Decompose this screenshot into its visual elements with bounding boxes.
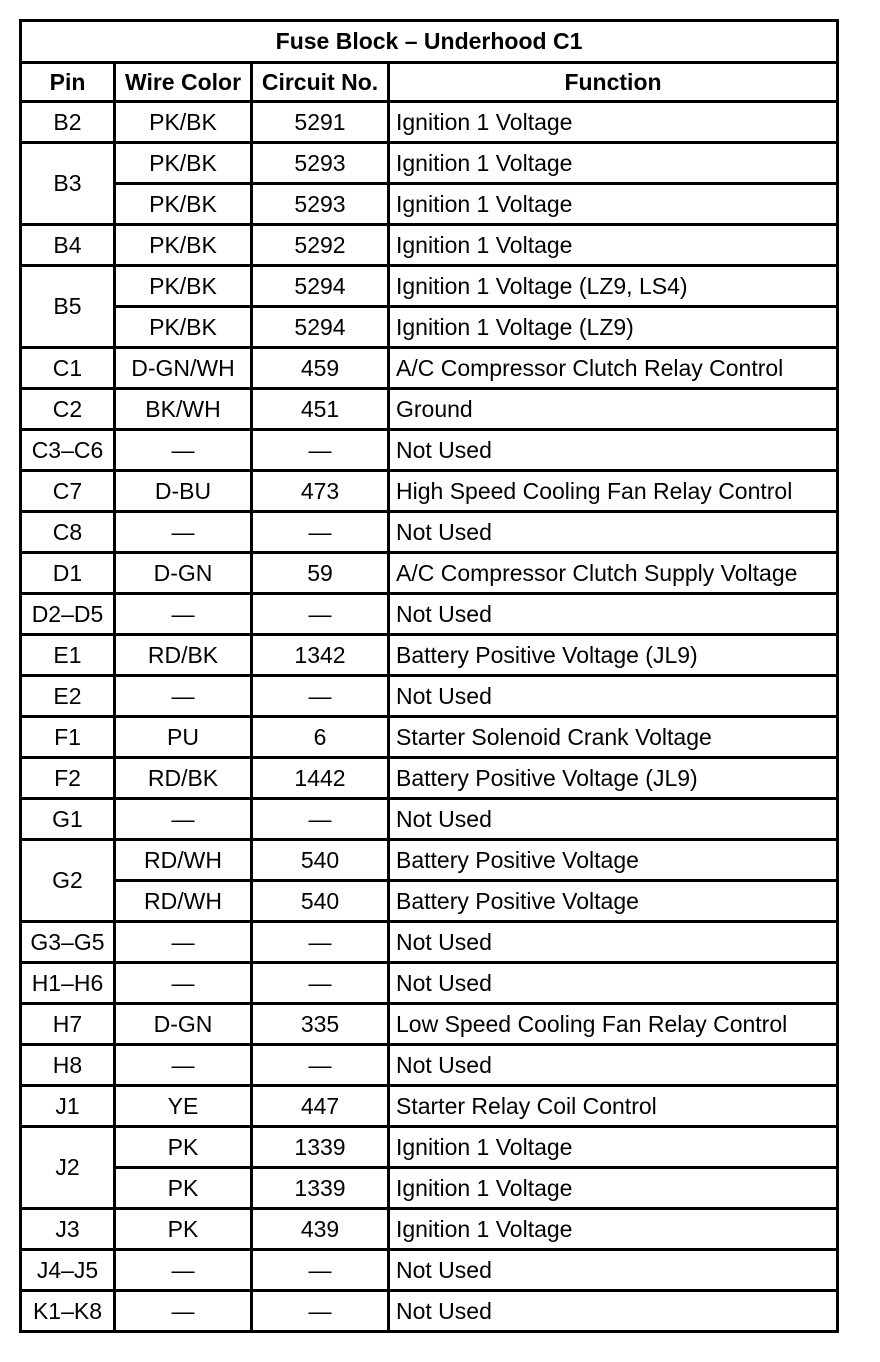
wire-color-cell: RD/BK xyxy=(116,636,253,677)
wire-color-cell: — xyxy=(116,964,253,1005)
table-row xyxy=(22,882,836,923)
table-row xyxy=(22,554,836,595)
wire-color-cell: RD/WH xyxy=(116,882,253,923)
wire-color-cell: — xyxy=(116,1251,253,1292)
table-row xyxy=(22,226,836,267)
circuit-number-cell: 439 xyxy=(253,1210,390,1251)
circuit-number-cell: 6 xyxy=(253,718,390,759)
table-row xyxy=(22,267,836,308)
table-row xyxy=(22,431,836,472)
function-cell: Ignition 1 Voltage xyxy=(390,144,836,185)
pin-cell: K1–K8 xyxy=(22,1292,116,1330)
function-cell: High Speed Cooling Fan Relay Control xyxy=(390,472,836,513)
wire-color-cell: PK/BK xyxy=(116,308,253,349)
table-row xyxy=(22,308,836,349)
table-row xyxy=(22,390,836,431)
circuit-number-cell: — xyxy=(253,1046,390,1087)
wire-color-cell: PK/BK xyxy=(116,185,253,226)
circuit-number-cell: 5291 xyxy=(253,103,390,144)
function-cell: Ignition 1 Voltage xyxy=(390,185,836,226)
table-row xyxy=(22,103,836,144)
function-cell: Not Used xyxy=(390,677,836,718)
wire-color-cell: D-GN xyxy=(116,554,253,595)
pin-cell: C3–C6 xyxy=(22,431,116,472)
table-row xyxy=(22,964,836,1005)
table-row xyxy=(22,636,836,677)
table-row xyxy=(22,513,836,554)
circuit-number-cell: 451 xyxy=(253,390,390,431)
circuit-number-cell: — xyxy=(253,800,390,841)
function-cell: Not Used xyxy=(390,800,836,841)
pin-cell: H1–H6 xyxy=(22,964,116,1005)
header-pin: Pin xyxy=(22,64,116,103)
function-cell: Not Used xyxy=(390,1251,836,1292)
pin-cell: J3 xyxy=(22,1210,116,1251)
table-row xyxy=(22,185,836,226)
wire-color-cell: PK/BK xyxy=(116,267,253,308)
circuit-number-cell: — xyxy=(253,1292,390,1330)
function-cell: Ignition 1 Voltage xyxy=(390,1169,836,1210)
circuit-number-cell: — xyxy=(253,595,390,636)
wire-color-cell: D-BU xyxy=(116,472,253,513)
function-cell: Not Used xyxy=(390,595,836,636)
wire-color-cell: PK/BK xyxy=(116,144,253,185)
wire-color-cell: — xyxy=(116,1292,253,1330)
table-row xyxy=(22,718,836,759)
function-cell: Ignition 1 Voltage (LZ9, LS4) xyxy=(390,267,836,308)
pin-cell: J4–J5 xyxy=(22,1251,116,1292)
circuit-number-cell: 1342 xyxy=(253,636,390,677)
table-title: Fuse Block – Underhood C1 xyxy=(22,22,836,64)
wire-color-cell: BK/WH xyxy=(116,390,253,431)
function-cell: Not Used xyxy=(390,1046,836,1087)
circuit-number-cell: — xyxy=(253,431,390,472)
header-row xyxy=(22,64,836,103)
wire-color-cell: PU xyxy=(116,718,253,759)
pin-cell: C2 xyxy=(22,390,116,431)
table-row xyxy=(22,1210,836,1251)
wire-color-cell: — xyxy=(116,431,253,472)
table-row xyxy=(22,1169,836,1210)
circuit-number-cell: 447 xyxy=(253,1087,390,1128)
wire-color-cell: YE xyxy=(116,1087,253,1128)
wire-color-cell: RD/WH xyxy=(116,841,253,882)
circuit-number-cell: 459 xyxy=(253,349,390,390)
function-cell: Low Speed Cooling Fan Relay Control xyxy=(390,1005,836,1046)
wire-color-cell: PK/BK xyxy=(116,103,253,144)
circuit-number-cell: 540 xyxy=(253,882,390,923)
function-cell: Ignition 1 Voltage xyxy=(390,1210,836,1251)
function-cell: A/C Compressor Clutch Supply Voltage xyxy=(390,554,836,595)
circuit-number-cell: 540 xyxy=(253,841,390,882)
circuit-number-cell: — xyxy=(253,923,390,964)
circuit-number-cell: 1442 xyxy=(253,759,390,800)
function-cell: Ignition 1 Voltage (LZ9) xyxy=(390,308,836,349)
table-row xyxy=(22,1292,836,1330)
table-row xyxy=(22,800,836,841)
table-row xyxy=(22,144,836,185)
fuse-block-table xyxy=(19,19,839,1333)
function-cell: Not Used xyxy=(390,964,836,1005)
table-row xyxy=(22,595,836,636)
wire-color-cell: — xyxy=(116,595,253,636)
table-row xyxy=(22,677,836,718)
function-cell: Battery Positive Voltage xyxy=(390,882,836,923)
wire-color-cell: — xyxy=(116,513,253,554)
circuit-number-cell: — xyxy=(253,1251,390,1292)
wire-color-cell: PK/BK xyxy=(116,226,253,267)
pin-cell: H8 xyxy=(22,1046,116,1087)
circuit-number-cell: 59 xyxy=(253,554,390,595)
circuit-number-cell: 1339 xyxy=(253,1128,390,1169)
header-wire-color: Wire Color xyxy=(116,64,253,103)
header-circuit-no: Circuit No. xyxy=(253,64,390,103)
table-row xyxy=(22,472,836,513)
pin-cell: C7 xyxy=(22,472,116,513)
function-cell: Battery Positive Voltage xyxy=(390,841,836,882)
function-cell: Ignition 1 Voltage xyxy=(390,103,836,144)
circuit-number-cell: — xyxy=(253,513,390,554)
pin-cell: C8 xyxy=(22,513,116,554)
pin-cell: H7 xyxy=(22,1005,116,1046)
function-cell: A/C Compressor Clutch Relay Control xyxy=(390,349,836,390)
pin-cell: G1 xyxy=(22,800,116,841)
pin-cell: B4 xyxy=(22,226,116,267)
wire-color-cell: D-GN/WH xyxy=(116,349,253,390)
table-row xyxy=(22,1087,836,1128)
circuit-number-cell: 473 xyxy=(253,472,390,513)
pin-cell: D2–D5 xyxy=(22,595,116,636)
table-row xyxy=(22,1128,836,1169)
function-cell: Not Used xyxy=(390,1292,836,1330)
circuit-number-cell: 5293 xyxy=(253,144,390,185)
pin-cell: F2 xyxy=(22,759,116,800)
circuit-number-cell: — xyxy=(253,677,390,718)
function-cell: Ground xyxy=(390,390,836,431)
pin-cell: E2 xyxy=(22,677,116,718)
wire-color-cell: PK xyxy=(116,1169,253,1210)
table-row xyxy=(22,841,836,882)
function-cell: Battery Positive Voltage (JL9) xyxy=(390,759,836,800)
pin-cell: G3–G5 xyxy=(22,923,116,964)
pin-cell: F1 xyxy=(22,718,116,759)
pin-cell: J2 xyxy=(22,1128,116,1210)
wire-color-cell: — xyxy=(116,677,253,718)
circuit-number-cell: 5294 xyxy=(253,308,390,349)
circuit-number-cell: 5293 xyxy=(253,185,390,226)
table-row xyxy=(22,923,836,964)
wire-color-cell: PK xyxy=(116,1128,253,1169)
function-cell: Not Used xyxy=(390,513,836,554)
wire-color-cell: D-GN xyxy=(116,1005,253,1046)
wire-color-cell: — xyxy=(116,923,253,964)
function-cell: Starter Relay Coil Control xyxy=(390,1087,836,1128)
pin-cell: J1 xyxy=(22,1087,116,1128)
wire-color-cell: PK xyxy=(116,1210,253,1251)
header-function: Function xyxy=(390,64,836,103)
table-row xyxy=(22,1046,836,1087)
pin-cell: E1 xyxy=(22,636,116,677)
table-row xyxy=(22,1005,836,1046)
table-row xyxy=(22,1251,836,1292)
function-cell: Starter Solenoid Crank Voltage xyxy=(390,718,836,759)
circuit-number-cell: 335 xyxy=(253,1005,390,1046)
circuit-number-cell: 1339 xyxy=(253,1169,390,1210)
table-row xyxy=(22,759,836,800)
circuit-number-cell: — xyxy=(253,964,390,1005)
wire-color-cell: — xyxy=(116,800,253,841)
pin-cell: B5 xyxy=(22,267,116,349)
function-cell: Battery Positive Voltage (JL9) xyxy=(390,636,836,677)
circuit-number-cell: 5294 xyxy=(253,267,390,308)
fuse-table-body xyxy=(22,22,836,1330)
pin-cell: G2 xyxy=(22,841,116,923)
wire-color-cell: RD/BK xyxy=(116,759,253,800)
table-row xyxy=(22,349,836,390)
function-cell: Ignition 1 Voltage xyxy=(390,1128,836,1169)
circuit-number-cell: 5292 xyxy=(253,226,390,267)
pin-cell: B3 xyxy=(22,144,116,226)
wire-color-cell: — xyxy=(116,1046,253,1087)
pin-cell: D1 xyxy=(22,554,116,595)
function-cell: Not Used xyxy=(390,431,836,472)
pin-cell: C1 xyxy=(22,349,116,390)
function-cell: Ignition 1 Voltage xyxy=(390,226,836,267)
title-row xyxy=(22,22,836,64)
function-cell: Not Used xyxy=(390,923,836,964)
pin-cell: B2 xyxy=(22,103,116,144)
